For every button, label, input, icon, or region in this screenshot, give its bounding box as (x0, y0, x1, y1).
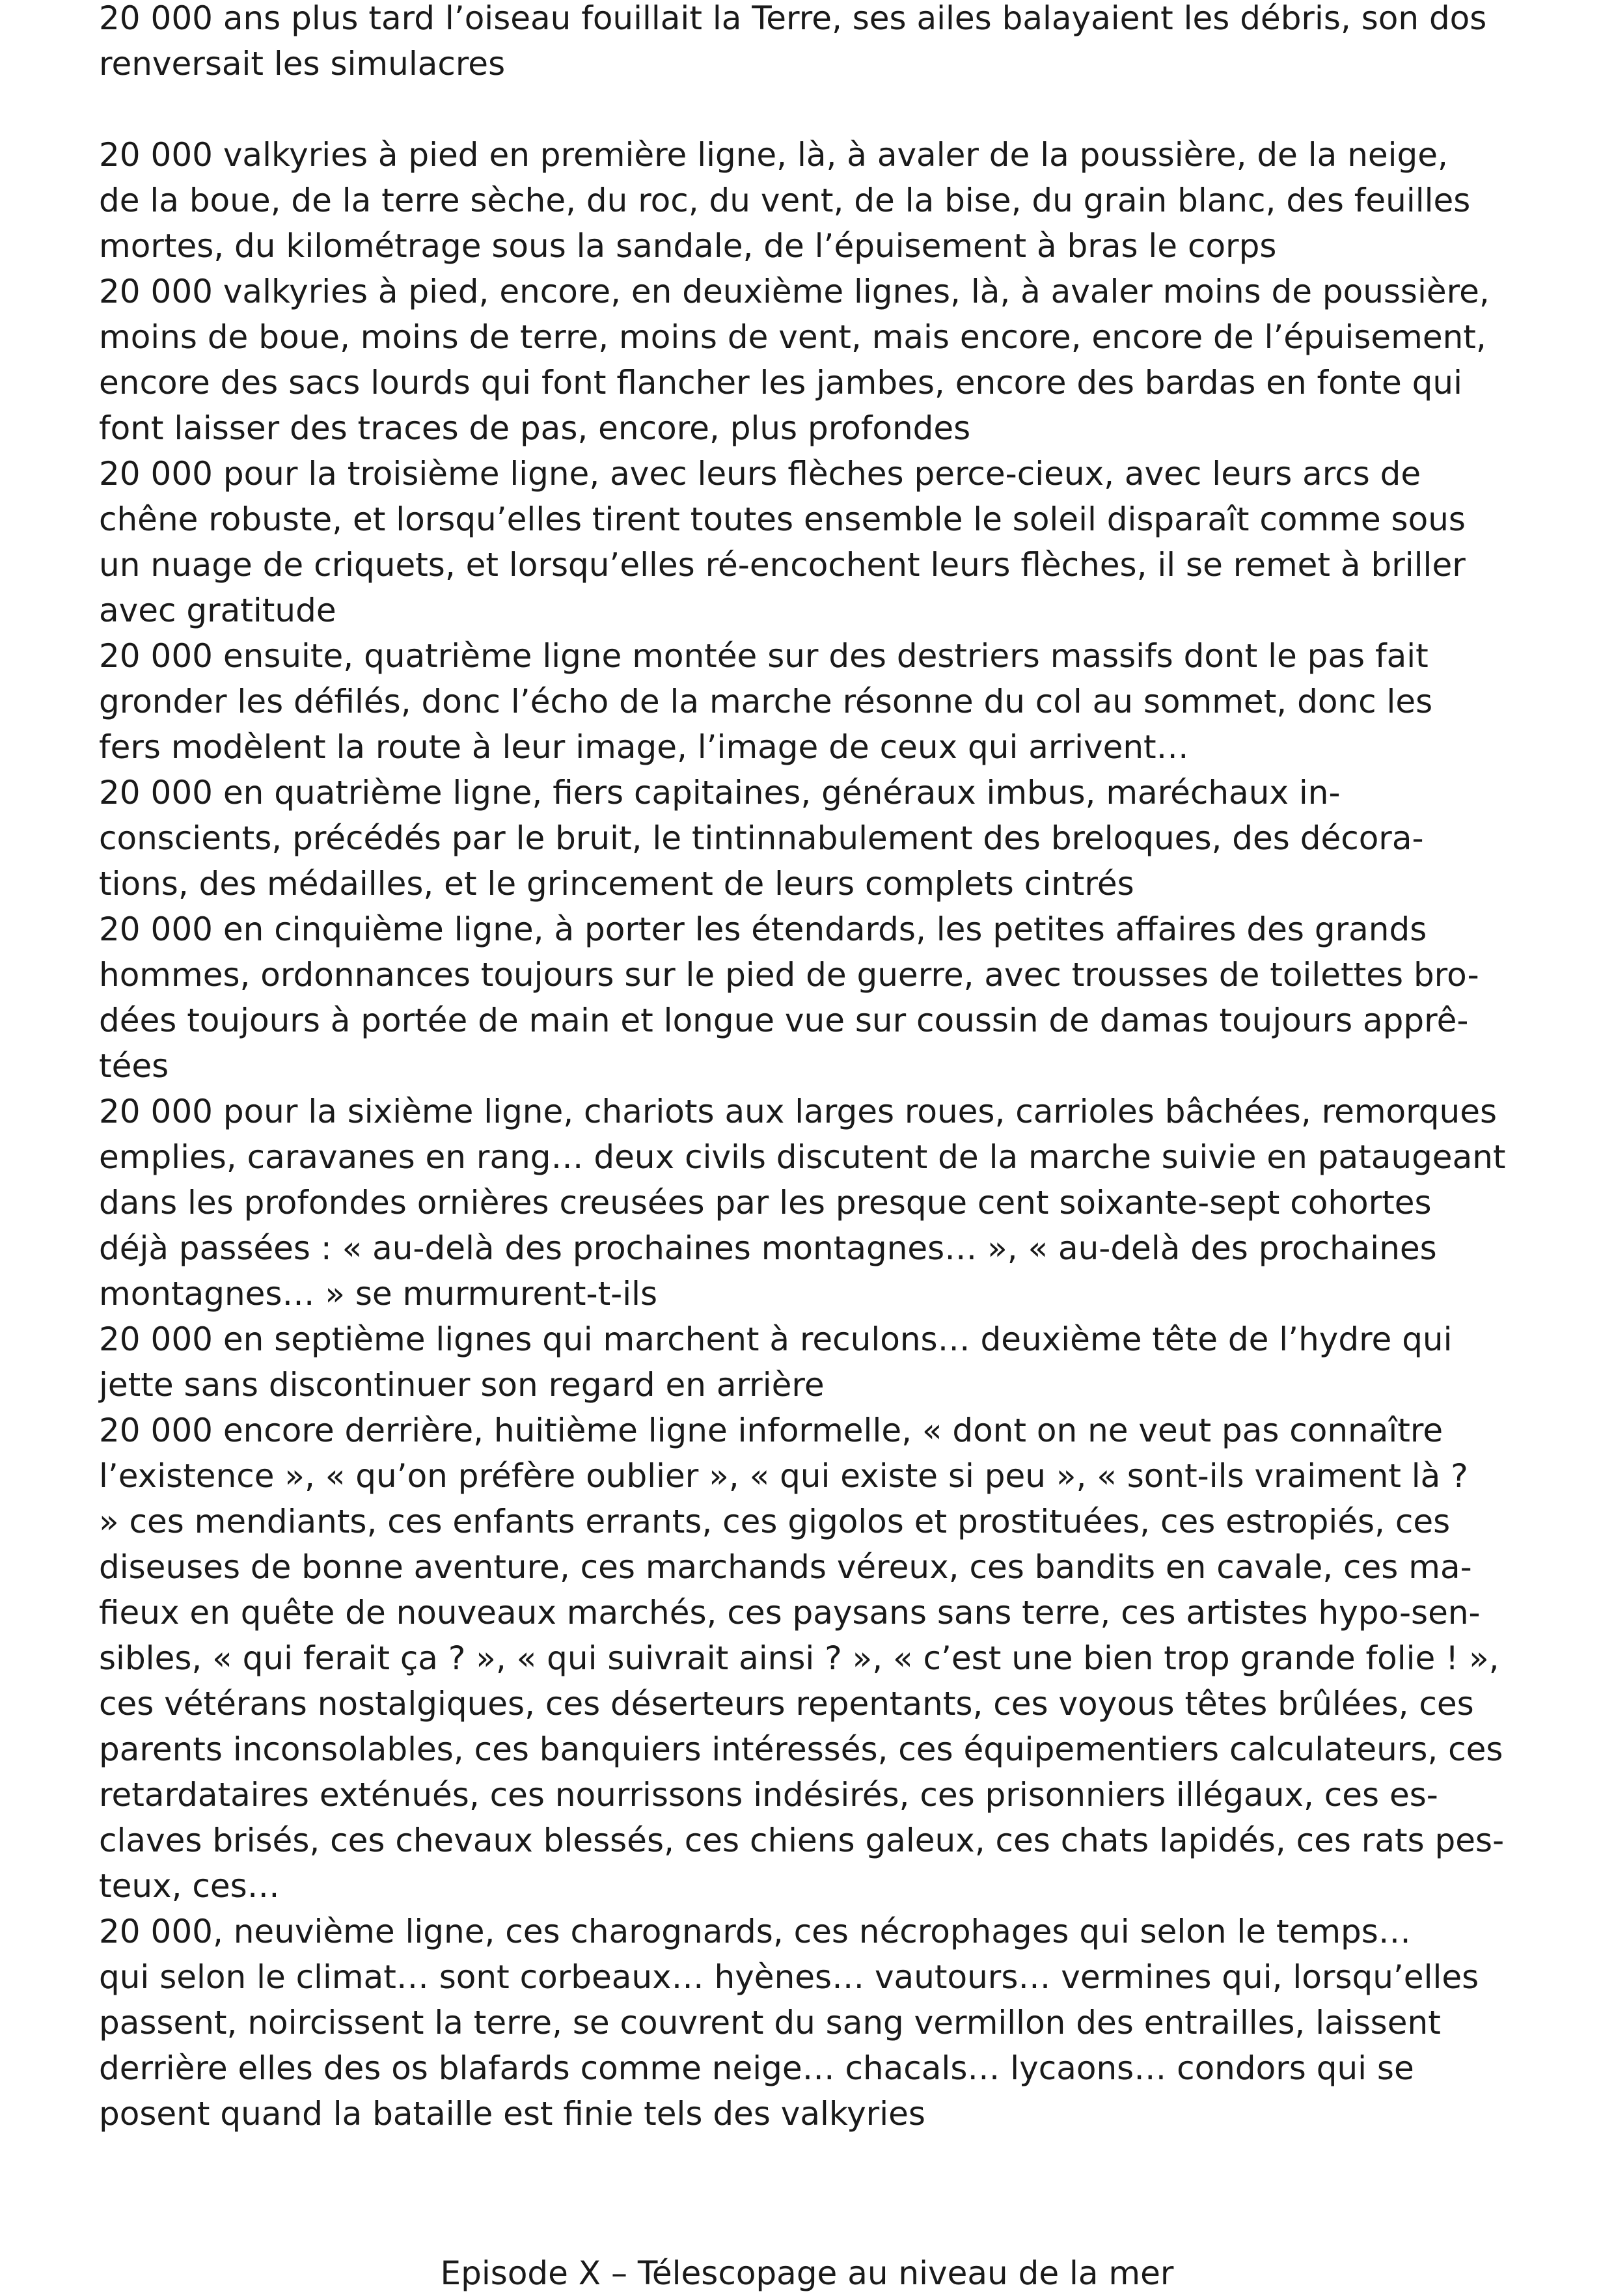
text-line: renversait les simulacres (99, 45, 506, 83)
text-line: 20 000 en cinquième ligne, à porter les étendards, les petites affaires des grands (99, 910, 1427, 948)
text-line: un nuage de criquets, et lorsqu’elles ré-encochent leurs flèches, il se remet à briller (99, 546, 1466, 584)
text-line: 20 000 ensuite, quatrième ligne montée sur des destriers massifs dont le pas fait (99, 637, 1429, 675)
text-line: 20 000 valkyries à pied, encore, en deuxième lignes, là, à avaler moins de poussière, (99, 273, 1490, 310)
text-line: encore des sacs lourds qui font flancher les jambes, encore des bardas en fonte qui (99, 364, 1462, 402)
text-line: 20 000 pour la troisième ligne, avec leurs flèches perce-cieux, avec leurs arcs de (99, 455, 1421, 493)
text-line: montagnes… » se murmurent-t-ils (99, 1275, 658, 1313)
text-line: teux, ces… (99, 1867, 280, 1905)
text-line: parents inconsolables, ces banquiers intéressés, ces équipementiers calculateurs, ces (99, 1730, 1503, 1768)
text-line: dées toujours à portée de main et longue vue sur coussin de damas toujours apprê- (99, 1002, 1469, 1039)
text-line: l’existence », « qu’on préfère oublier », « qui existe si peu », « sont-ils vraiment là ? (99, 1457, 1468, 1495)
text-line: hommes, ordonnances toujours sur le pied de guerre, avec trousses de toilettes bro- (99, 956, 1479, 994)
text-line: » ces mendiants, ces enfants errants, ces gigolos et prostituées, ces estropiés, ces (99, 1503, 1451, 1540)
text-line: 20 000 pour la sixième ligne, chariots aux larges roues, carrioles bâchées, remorques (99, 1093, 1498, 1130)
text-line: claves brisés, ces chevaux blessés, ces chiens galeux, ces chats lapidés, ces rats pes- (99, 1822, 1505, 1859)
text-line: mortes, du kilométrage sous la sandale, de l’épuisement à bras le corps (99, 227, 1277, 265)
text-line: 20 000 valkyries à pied en première ligne, là, à avaler de la poussière, de la neige, (99, 136, 1448, 174)
text-line: tions, des médailles, et le grincement de leurs complets cintrés (99, 865, 1134, 903)
text-line: jette sans discontinuer son regard en arrière (99, 1366, 825, 1404)
text-line: chêne robuste, et lorsqu’elles tirent toutes ensemble le soleil disparaît comme sous (99, 500, 1466, 538)
text-line: fers modèlent la route à leur image, l’image de ceux qui arrivent… (99, 728, 1189, 766)
text-line: 20 000 en quatrième ligne, fiers capitaines, généraux imbus, maréchaux in- (99, 774, 1341, 812)
text-line: 20 000, neuvième ligne, ces charognards, ces nécrophages qui selon le temps… (99, 1913, 1411, 1950)
text-line: emplies, caravanes en rang… deux civils discutent de la marche suivie en pataugeant (99, 1138, 1506, 1176)
text-line: conscients, précédés par le bruit, le tintinnabulement des breloques, des décora- (99, 819, 1424, 857)
text-line: sibles, « qui ferait ça ? », « qui suivrait ainsi ? », « c’est une bien trop grande folie ! », (99, 1639, 1499, 1677)
text-line: déjà passées : « au-delà des prochaines montagnes… », « au-delà des prochaines (99, 1229, 1437, 1267)
text-line: gronder les défilés, donc l’écho de la marche résonne du col au sommet, donc les (99, 683, 1433, 720)
text-line: fieux en quête de nouveaux marchés, ces paysans sans terre, ces artistes hypo-sen- (99, 1594, 1481, 1632)
text-line: derrière elles des os blafards comme neige… chacals… lycaons… condors qui se (99, 2049, 1414, 2087)
page-footer: Episode X – Télescopage au niveau de la mer (440, 2254, 1174, 2292)
text-line: 20 000 en septième lignes qui marchent à reculons… deuxième tête de l’hydre qui (99, 1320, 1453, 1358)
text-line: qui selon le climat… sont corbeaux… hyènes… vautours… vermines qui, lorsqu’elles (99, 1958, 1479, 1996)
text-line: diseuses de bonne aventure, ces marchands véreux, ces bandits en cavale, ces ma- (99, 1548, 1472, 1586)
text-line: 20 000 ans plus tard l’oiseau fouillait la Terre, ses ailes balayaient les débris, son dos (99, 0, 1487, 37)
text-line: 20 000 encore derrière, huitième ligne informelle, « dont on ne veut pas connaître (99, 1412, 1443, 1449)
text-line: avec gratitude (99, 592, 336, 629)
text-line: font laisser des traces de pas, encore, plus profondes (99, 409, 971, 447)
text-line: retardataires exténués, ces nourrissons indésirés, ces prisonniers illégaux, ces es- (99, 1776, 1438, 1814)
text-line: passent, noircissent la terre, se couvrent du sang vermillon des entrailles, laissent (99, 2004, 1441, 2042)
text-line: ces vétérans nostalgiques, ces déserteurs repentants, ces voyous têtes brûlées, ces (99, 1685, 1474, 1723)
text-line: tées (99, 1047, 169, 1085)
text-line: dans les profondes ornières creusées par les presque cent soixante-sept cohortes (99, 1184, 1432, 1222)
text-line: de la boue, de la terre sèche, du roc, du vent, de la bise, du grain blanc, des feuilles (99, 182, 1471, 219)
text-line: moins de boue, moins de terre, moins de vent, mais encore, encore de l’épuisement, (99, 318, 1486, 356)
text-line: posent quand la bataille est finie tels des valkyries (99, 2095, 925, 2133)
